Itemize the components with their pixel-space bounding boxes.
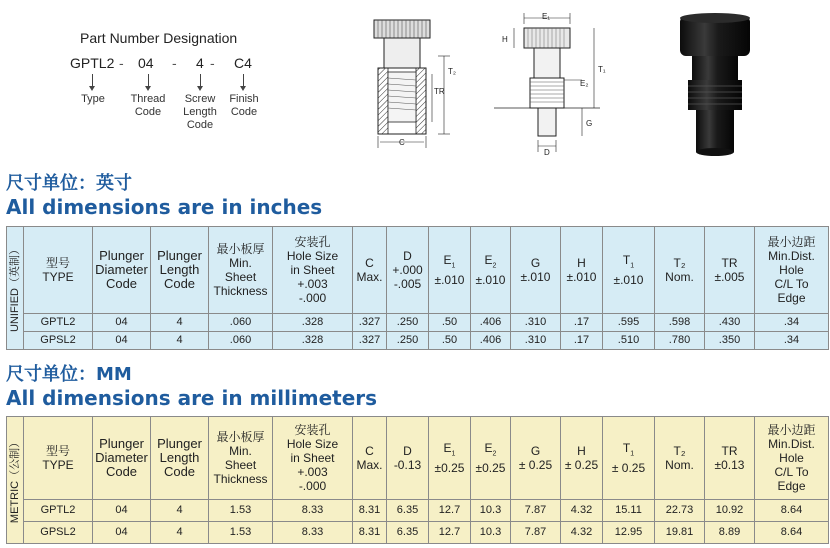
dim-label-e2: E₂ [580,79,589,88]
designation-part-length: 4 [196,55,204,71]
mm-heading-cn: 尺寸单位：MM [6,364,132,385]
inch-dimension-table [6,226,829,350]
cell: 04 [93,332,151,350]
cell: 22.73 [655,500,705,522]
header-c: C Max. [353,417,387,500]
cell: .328 [273,314,353,332]
cell: .060 [209,332,273,350]
header-edge: 最小边距 Min.Dist. Hole C/L To Edge [755,227,829,314]
cell: 4.32 [561,500,603,522]
header-t1: $T_1$ ±.010 [603,227,655,314]
cell: 1.53 [209,522,273,544]
cell: 8.33 [273,522,353,544]
cell: 12.7 [429,500,471,522]
header-min-sheet: 最小板厚 Min. Sheet Thickness [209,417,273,500]
cell: 1.53 [209,500,273,522]
dim-label-t2: T₂ [448,67,456,76]
cell: 8.64 [755,500,829,522]
plunger-section-drawing [360,14,470,154]
designation-label-finish: Finish Code [229,93,259,118]
mm-heading-en: All dimensions are in millimeters [6,386,378,410]
dim-label-e1: E₁ [542,12,551,21]
inch-heading-en: All dimensions are in inches [6,195,323,219]
designation-separator: - [210,55,215,71]
cell: .17 [561,314,603,332]
table-header-row [7,227,829,314]
table-row [7,522,829,544]
designation-part-finish: C4 [234,55,252,71]
header-h: H ±.010 [561,227,603,314]
header-edge: 最小边距 Min.Dist. Hole C/L To Edge [755,417,829,500]
cell: .060 [209,314,273,332]
cell: .406 [471,332,511,350]
designation-label-length: Screw Length Code [183,93,217,131]
cell: .34 [755,332,829,350]
unified-side-label: UNIFIED（英制） [7,227,24,350]
designation-separator: - [119,55,124,71]
arrow-down-icon [92,74,93,88]
header-t2: T₂ Nom. [655,417,705,500]
header-hole-size: 安装孔 Hole Size in Sheet +.003 -.000 [273,417,353,500]
cell: .780 [655,332,705,350]
table-row [7,314,829,332]
cell: .595 [603,314,655,332]
cell: .250 [387,332,429,350]
header-t1: $T_1$ ± 0.25 [603,417,655,500]
dim-label-tr: TR [434,87,445,96]
header-h: H ± 0.25 [561,417,603,500]
cell: .350 [705,332,755,350]
cell: 10.92 [705,500,755,522]
header-e1: $E_1$ ±0.25 [429,417,471,500]
designation-title: Part Number Designation [80,30,238,46]
plunger-side-drawing [490,8,620,156]
designation-separator: - [172,55,177,71]
header-tr: TR ±.005 [705,227,755,314]
cell: 6.35 [387,500,429,522]
cell: .406 [471,314,511,332]
cell: 10.3 [471,522,511,544]
cell: .327 [353,314,387,332]
header-g: G ± 0.25 [511,417,561,500]
cell-type: GPSL2 [24,332,93,350]
cell-type: GPTL2 [24,500,93,522]
cell: 4 [151,522,209,544]
header-plunger-diameter: Plunger Diameter Code [93,417,151,500]
dim-label-c: C [399,138,405,147]
designation-part-thread: 04 [138,55,154,71]
cell: 6.35 [387,522,429,544]
cell: 04 [93,522,151,544]
designation-label-type: Type [81,93,105,105]
cell: 8.33 [273,500,353,522]
header-hole-size: 安装孔 Hole Size in Sheet +.003 -.000 [273,227,353,314]
cell: .328 [273,332,353,350]
arrow-down-icon [148,74,149,88]
header-type: 型号 TYPE [24,227,93,314]
cell: .598 [655,314,705,332]
cell: 7.87 [511,522,561,544]
header-e1: $E_1$ ±.010 [429,227,471,314]
header-t2: T₂ Nom. [655,227,705,314]
metric-side-label: METRIC（公制） [7,417,24,544]
top-section [0,0,830,160]
cell: .430 [705,314,755,332]
designation-label-thread: Thread Code [130,93,166,118]
dim-label-t1: T₁ [598,65,606,74]
header-plunger-length: Plunger Length Code [151,417,209,500]
header-c: C Max. [353,227,387,314]
header-e2: $E_2$ ±0.25 [471,417,511,500]
cell: 15.11 [603,500,655,522]
cell: .250 [387,314,429,332]
cell: .34 [755,314,829,332]
cell: 04 [93,314,151,332]
cell: 8.89 [705,522,755,544]
cell: 4 [151,332,209,350]
cell: .310 [511,314,561,332]
header-tr: TR ±0.13 [705,417,755,500]
header-d: D +.000 -.005 [387,227,429,314]
cell: .510 [603,332,655,350]
cell: 12.95 [603,522,655,544]
plunger-photo [670,10,760,160]
cell: 12.7 [429,522,471,544]
table-row [7,332,829,350]
mm-dimension-table [6,416,829,544]
cell: .17 [561,332,603,350]
cell: .50 [429,314,471,332]
cell: 19.81 [655,522,705,544]
designation-part-type: GPTL2 [70,55,115,71]
header-min-sheet: 最小板厚 Min. Sheet Thickness [209,227,273,314]
cell: 7.87 [511,500,561,522]
arrow-down-icon [243,74,244,88]
cell: .310 [511,332,561,350]
cell: 8.31 [353,500,387,522]
dim-label-g: G [586,119,593,128]
cell: 8.31 [353,522,387,544]
header-d: D -0.13 [387,417,429,500]
inch-heading-cn: 尺寸单位：英寸 [6,173,132,194]
cell-type: GPTL2 [24,314,93,332]
header-plunger-length: Plunger Length Code [151,227,209,314]
header-g: G ±.010 [511,227,561,314]
arrow-down-icon [200,74,201,88]
cell: .50 [429,332,471,350]
cell-type: GPSL2 [24,522,93,544]
dim-label-d: D [544,148,550,156]
header-e2: $E_2$ ±.010 [471,227,511,314]
table-row [7,500,829,522]
cell: .327 [353,332,387,350]
cell: 4 [151,500,209,522]
header-type: 型号 TYPE [24,417,93,500]
header-plunger-diameter: Plunger Diameter Code [93,227,151,314]
cell: 4 [151,314,209,332]
cell: 04 [93,500,151,522]
cell: 4.32 [561,522,603,544]
cell: 8.64 [755,522,829,544]
table-header-row [7,417,829,500]
dim-label-h: H [502,35,508,44]
cell: 10.3 [471,500,511,522]
